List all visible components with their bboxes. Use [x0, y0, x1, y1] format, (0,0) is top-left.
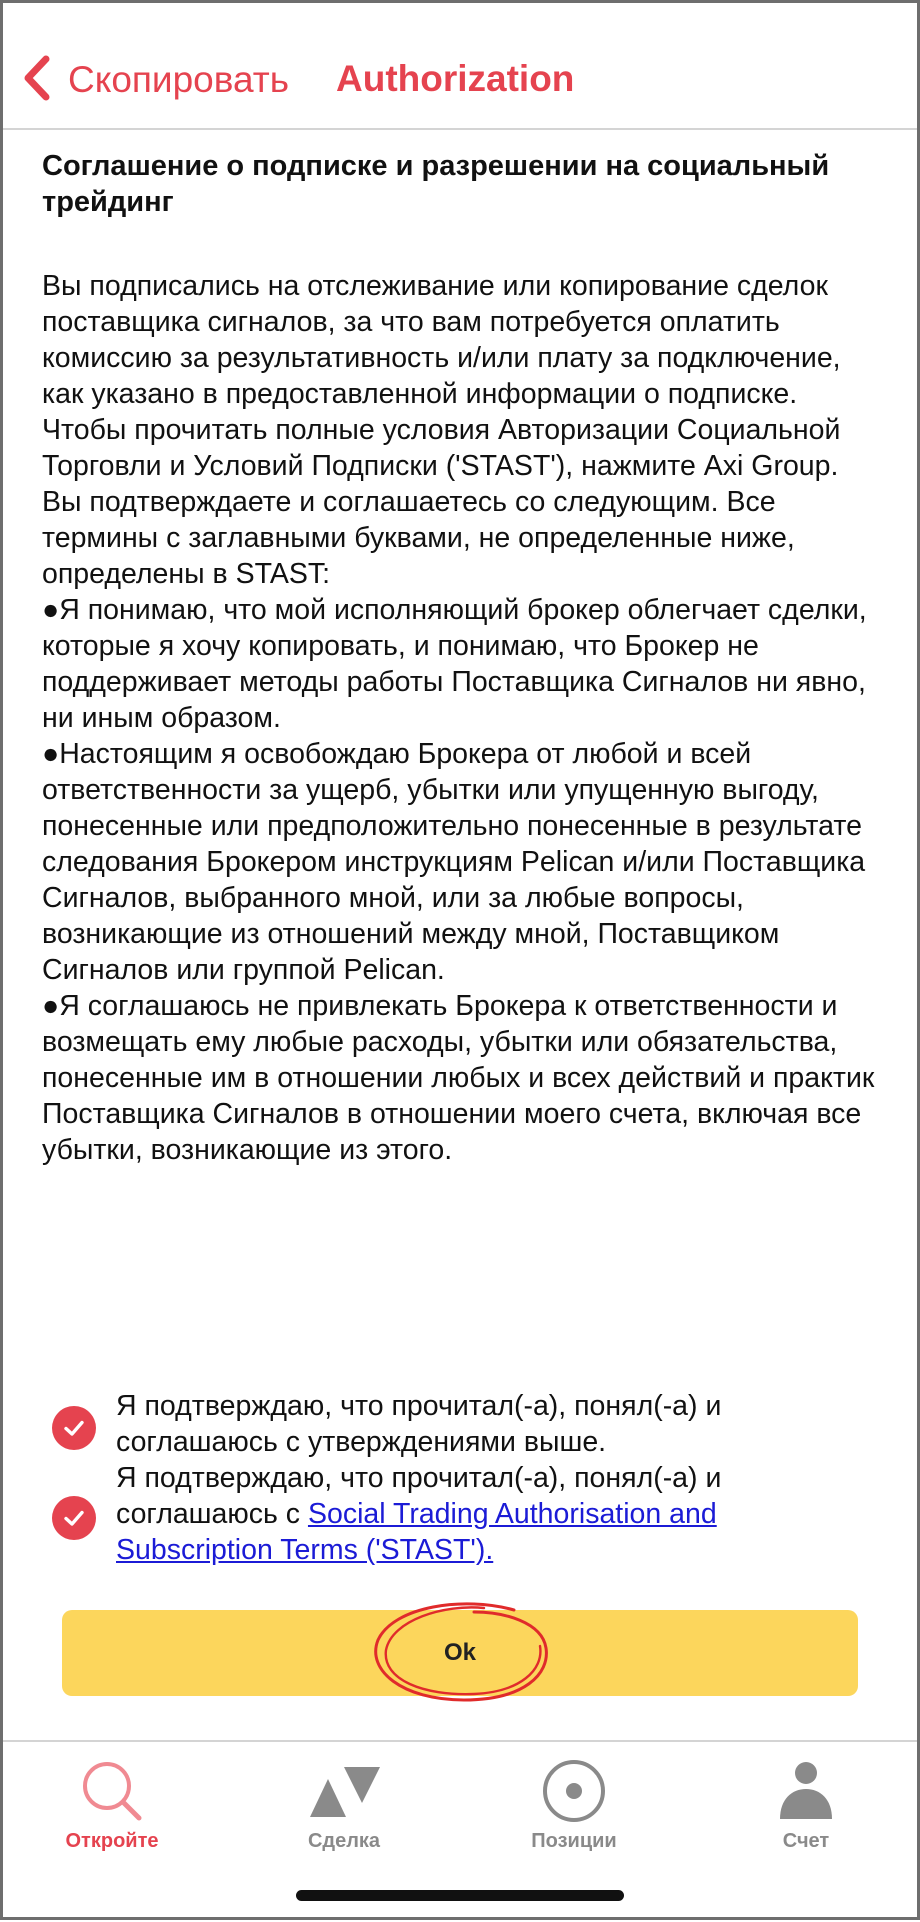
positions-icon [484, 1756, 664, 1826]
agreement-paragraph: Вы подписались на отслеживание или копирование сделок поставщика сигналов, за что вам потребуется оплатить комиссию за результативность и/или плату за подключение, как указано в предоставленной информации о подписке. Чтобы прочитать полные условия Авторизации Социальной Торговли и Условий Подписки ('STAST'), нажмите Axi Group. [42, 270, 841, 482]
search-icon [22, 1756, 202, 1826]
checkmark-icon [61, 1415, 87, 1441]
trade-icon [254, 1756, 434, 1826]
account-icon [716, 1756, 896, 1826]
ok-button-label: Ok [443, 1639, 476, 1666]
checkmark-icon [61, 1505, 87, 1531]
checkbox-confirm-statements[interactable] [52, 1406, 96, 1450]
agreement-confirm-1 [52, 1388, 852, 1460]
agreement-paragraph: Вы подтверждаете и соглашаетесь со следующим. Все термины с заглавными буквами, не определенные ниже, определены в STAST: [42, 486, 795, 590]
tab-label: Сделка [307, 1830, 381, 1852]
tab-label: Счет [782, 1830, 830, 1852]
confirm-statements-text: Я подтверждаю, что прочитал(-а), понял(-а) и соглашаюсь с утверждениями выше. [116, 1390, 722, 1458]
tab-label: Позиции [531, 1830, 617, 1852]
tab-label: Откройте [65, 1830, 159, 1852]
page-title: Authorization [336, 58, 575, 99]
tab-positions[interactable] [484, 1756, 664, 1876]
agreement-bullet: ● Я понимаю, что мой исполняющий брокер облегчает сделки, которые я хочу копировать, и понимаю, что Брокер не поддерживает методы работы Поставщика Сигналов ни явно, ни иным образом. [42, 592, 882, 736]
tab-trade[interactable] [254, 1756, 434, 1876]
confirm-stast-prefix: Я подтверждаю, что прочитал(-а), понял(-а) и соглашаюсь с [116, 1462, 722, 1530]
stast-terms-link[interactable]: Social Trading Authorisation and Subscription Terms ('STAST'). [116, 1498, 717, 1566]
agreement-body [42, 268, 882, 1168]
agreement-heading: Соглашение о подписке и разрешении на социальный трейдинг [42, 150, 830, 218]
chevron-left-icon [20, 55, 54, 106]
agreement-content [42, 148, 882, 1168]
ok-button[interactable] [62, 1610, 858, 1696]
tab-account[interactable] [716, 1756, 896, 1876]
checkbox-confirm-stast[interactable] [52, 1496, 96, 1540]
header-bar [0, 0, 920, 130]
back-label: Скопировать [68, 59, 289, 100]
agreement-bullet: ● Я соглашаюсь не привлекать Брокера к ответственности и возмещать ему любые расходы, убытки или обязательства, понесенные им в отношении любых и всех действий и практик Поставщика Сигналов в отношении моего счета, включая все убытки, возникающие из этого. [42, 988, 882, 1168]
agreement-bullet: ● Настоящим я освобождаю Брокера от любой и всей ответственности за ущерб, убытки или упущенную выгоду, понесенные или предположительно понесенные в результате следования Брокером инструкциям Pelican и/или Поставщика Сигналов, выбранного мной, или за любые вопросы, возникающие из отношений между мной, Поставщиком Сигналов или группой Pelican. [42, 736, 882, 988]
confirm-stast-text [116, 1460, 852, 1568]
back-button[interactable] [20, 52, 320, 108]
agreement-confirm-2 [52, 1460, 852, 1568]
tab-open[interactable] [22, 1756, 202, 1876]
home-indicator [296, 1890, 624, 1901]
